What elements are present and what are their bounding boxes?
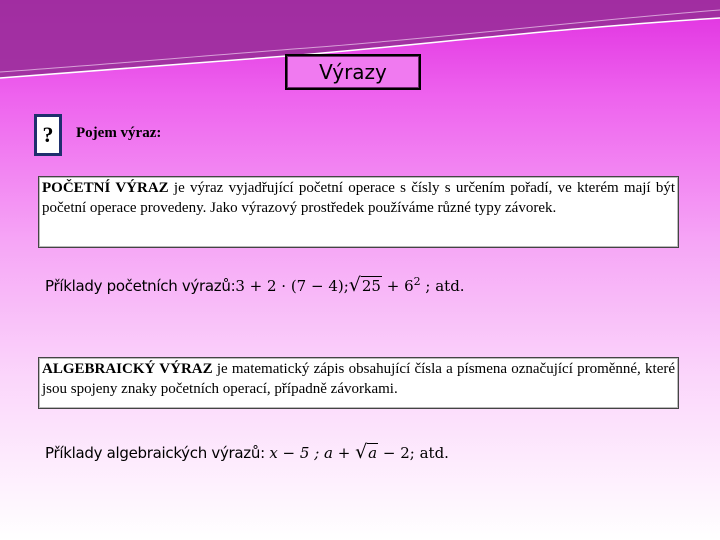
example-end: ; atd. (420, 277, 465, 295)
example-expression: 3 + 2 · (7 − 4); (235, 277, 349, 295)
numeric-expression-examples (45, 274, 465, 296)
slide-title: Výrazy (285, 54, 421, 90)
radical-sign: √ (348, 274, 361, 296)
question-mark-icon: ? (34, 114, 62, 156)
radicand: 25 (361, 277, 381, 295)
definition-text: je výraz vyjadřující početní operace s čísly s určením pořadí, ve kterém mají být početní operace provedeny. Jako výrazový prostředek používáme různé typy závorek. (42, 180, 676, 216)
example-label: Příklady početních výrazů: (45, 277, 236, 295)
example-expression-cont: + 6 (381, 277, 414, 295)
algebraic-expression-examples (45, 441, 449, 463)
concept-label: Pojem výraz: (76, 125, 162, 141)
square-root (349, 274, 382, 296)
numeric-expression-definition (38, 176, 679, 248)
square-root (355, 441, 378, 463)
definition-term: ALGEBRAICKÝ VÝRAZ (42, 361, 213, 377)
example-label: Příklady algebraických výrazů: (45, 444, 270, 462)
radicand: a (368, 444, 378, 462)
definition-text: je matematický zápis obsahující čísla a písmena označující proměnné, které jsou spojeny znaky početních operací, případně závorkami. (42, 361, 675, 397)
example-expression: x − 5 ; a + (269, 444, 356, 462)
exponent: 2 (413, 275, 421, 288)
definition-term: POČETNÍ VÝRAZ (42, 180, 169, 196)
radical-sign: √ (355, 441, 368, 463)
algebraic-expression-definition (38, 357, 679, 409)
example-end: − 2; atd. (378, 444, 449, 462)
